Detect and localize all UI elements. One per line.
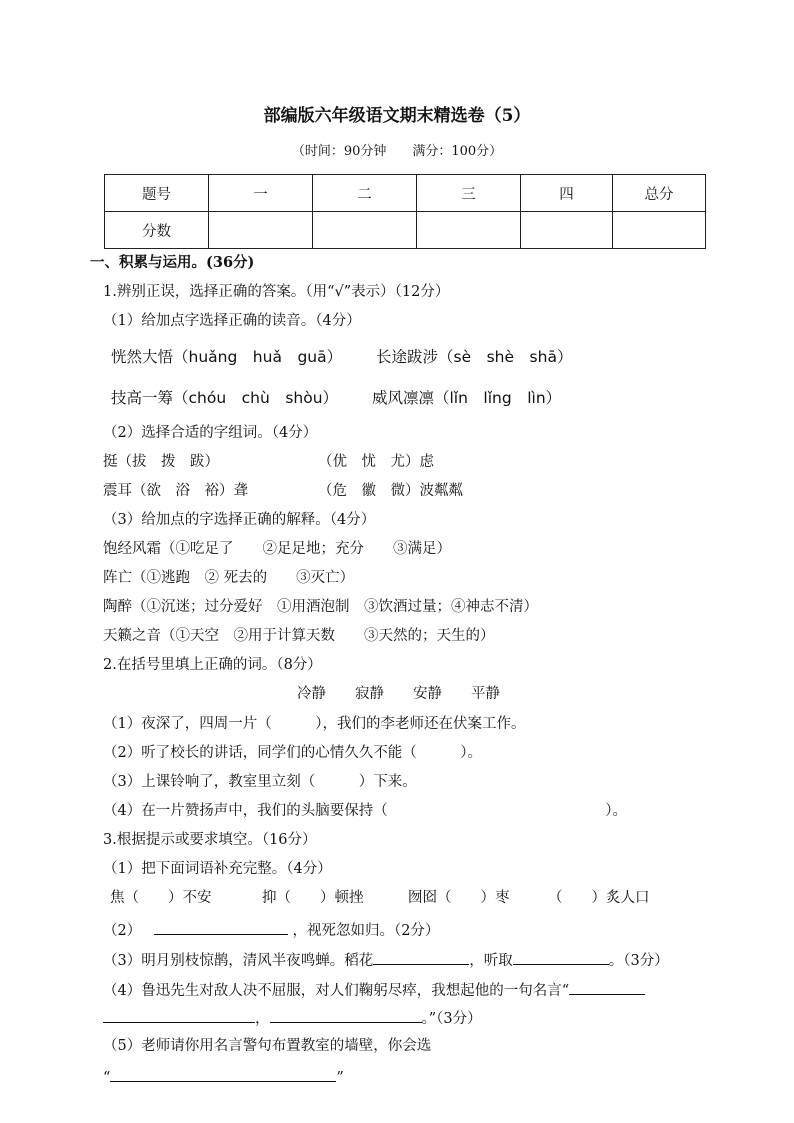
score-cell[interactable] [521, 212, 613, 249]
q1-part3-instruction: （3）给加点的字选择正确的解释。（4分） [103, 512, 376, 528]
q3-part5: （5）老师请你用名言警句布置教室的墙壁，你会选 [103, 1038, 432, 1054]
q3-part4-text: 。”（3分） [421, 1011, 482, 1027]
word-choice-item: 震耳（欲 浴 裕）聋 [103, 483, 248, 499]
meaning-item: 天籁之音（①天空 ②用于计算天数 ③天然的；天生的） [103, 628, 495, 644]
q3-part3-text: （3）明月别枝惊鹊，清风半夜鸣蝉。稻花 [103, 953, 374, 969]
q3-part2-prefix: （2） [103, 923, 142, 939]
pinyin-item: 长途跋涉（sè shè shā） [376, 348, 573, 366]
score-table-score-row [105, 212, 706, 249]
fill-item: （4）在一片赞扬声中，我们的头脑要保持（ ）。 [103, 803, 627, 819]
pinyin-item: 技高一筹（chóu chù shòu） [111, 389, 339, 407]
word-choice-item: （危 徽 微）波粼粼 [318, 483, 463, 499]
q3-part3-text: ，听取 [469, 953, 513, 969]
answer-blank[interactable] [110, 1067, 336, 1082]
word-choice-item: （优 忧 尤）虑 [318, 454, 434, 470]
answer-blank[interactable] [569, 980, 645, 995]
q3-part5-answer [103, 1067, 344, 1086]
answer-blank[interactable] [513, 950, 609, 965]
idiom-item: 焦（ ）不安 [110, 890, 212, 906]
fill-item: （2）听了校长的讲话，同学们的心情久久不能（ ）。 [103, 745, 482, 761]
idiom-item: 囫囵（ ）枣 [408, 890, 510, 906]
header-cell: 总分 [613, 175, 706, 212]
q1-stem: 1.辨别正误，选择正确的答案。（用“√”表示）（12分） [103, 284, 450, 300]
meaning-item: 饱经风霜（①吃足了 ②足足地；充分 ③满足） [103, 541, 451, 557]
quote-close: ” [336, 1070, 344, 1086]
fill-item: （3）上课铃响了，教室里立刻（ ）下来。 [103, 774, 417, 790]
q3-stem: 3.根据提示或要求填空。（16分） [103, 832, 317, 848]
q3-part4-text: （4）鲁迅先生对敌人决不屈服，对人们鞠躬尽瘁，我想起他的一句名言“ [103, 983, 570, 999]
q3-part2-suffix: ，视死忽如归。（2分） [292, 923, 440, 939]
answer-blank[interactable] [270, 1008, 422, 1023]
score-cell[interactable] [613, 212, 706, 249]
q3-part3 [103, 950, 669, 969]
q1-part2-instruction: （2）选择合适的字组词。（4分） [103, 425, 318, 441]
fill-item: （1）夜深了，四周一片（ ），我们的李老师还在伏案工作。 [103, 716, 526, 732]
idiom-item: （ ）炙人口 [548, 890, 650, 906]
word-choice-item: 挺（拔 拨 跋） [103, 454, 219, 470]
meaning-item: 阵亡（①逃跑 ② 死去的 ③灭亡） [103, 570, 355, 586]
q3-part1-instruction: （1）把下面词语补充完整。（4分） [103, 861, 332, 877]
word-bank: 冷静 寂静 安静 平静 [297, 686, 500, 702]
score-table [104, 174, 706, 249]
pinyin-item: 威风凛凛（lǐn lǐng lìn） [372, 389, 562, 407]
score-cell[interactable] [313, 212, 417, 249]
q3-part4-text: ， [255, 1011, 270, 1027]
answer-blank[interactable] [103, 1008, 255, 1023]
q3-part3-text: 。（3分） [608, 953, 669, 969]
answer-blank[interactable] [154, 920, 288, 935]
header-cell: 三 [417, 175, 521, 212]
answer-blank[interactable] [373, 950, 469, 965]
score-cell[interactable] [209, 212, 313, 249]
q2-stem: 2.在括号里填上正确的词。（8分） [103, 657, 322, 673]
header-cell: 二 [313, 175, 417, 212]
q1-part1-instruction: （1）给加点字选择正确的读音。（4分） [103, 313, 361, 329]
header-cell: 四 [521, 175, 613, 212]
score-table-header-row [105, 175, 706, 212]
score-cell[interactable] [417, 212, 521, 249]
idiom-item: 抑（ ）顿挫 [262, 890, 364, 906]
pinyin-item: 恍然大悟（huǎng huǎ guā） [111, 348, 343, 366]
page-title: 部编版六年级语文期末精选卷（5） [263, 106, 531, 126]
score-row-label: 分数 [105, 212, 209, 249]
section-heading: 一、积累与运用。(36分) [90, 254, 255, 271]
q3-part4-line2 [103, 1008, 482, 1027]
header-cell: 一 [209, 175, 313, 212]
exam-info: （时间：90分钟 满分：100分） [291, 144, 503, 159]
q3-part2 [103, 920, 439, 939]
header-cell: 题号 [105, 175, 209, 212]
quote-open: “ [103, 1070, 111, 1086]
q3-part4-line1 [103, 980, 645, 999]
meaning-item: 陶醉（①沉迷；过分爱好 ①用酒泡制 ③饮酒过量；④神志不清） [103, 599, 538, 615]
